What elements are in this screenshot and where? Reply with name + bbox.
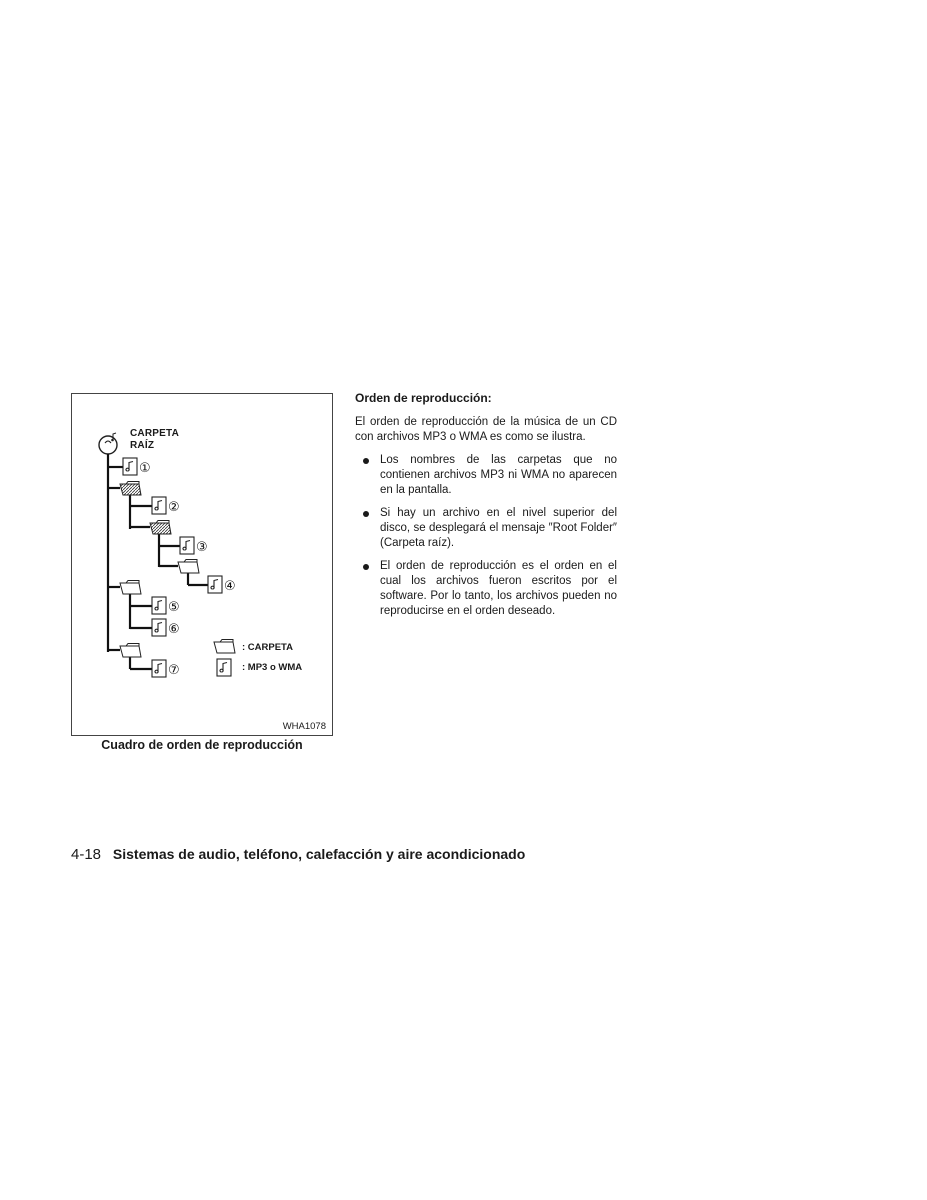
legend-music-file-icon <box>217 659 231 676</box>
order-marker: ④ <box>224 579 236 594</box>
order-marker: ② <box>168 500 180 515</box>
legend-folder-label: : CARPETA <box>242 642 294 653</box>
chapter-title: Sistemas de audio, teléfono, calefacción y aire acondicionado <box>112 846 526 862</box>
text-column <box>355 391 617 627</box>
folder-icon <box>178 560 199 574</box>
music-file-icon <box>152 660 166 677</box>
intro-paragraph: El orden de reproducción de la música de un CD con archivos MP3 o WMA es como se ilustra. <box>355 416 617 443</box>
playback-order-figure <box>71 393 333 736</box>
folder-icon <box>150 521 171 535</box>
list-item: El orden de reproducción es el orden en el cual los archivos fueron escritos por el software. Por lo tanto, los archivos pueden no reproducirse en el orden deseado. <box>355 559 617 619</box>
folder-icon <box>120 581 141 595</box>
music-file-icon <box>208 576 222 593</box>
root-folder-label: CARPETA RAÍZ <box>130 428 179 451</box>
order-marker: ③ <box>196 540 208 555</box>
music-file-icon <box>152 619 166 636</box>
music-file-icon <box>152 497 166 514</box>
legend-folder-icon <box>214 640 235 654</box>
list-item: Los nombres de las carpetas que no contienen archivos MP3 ni WMA no aparecen en la pantalla. <box>355 453 617 498</box>
figure-id: WHA1078 <box>282 721 326 732</box>
legend-file-label: : MP3 o WMA <box>242 662 303 673</box>
section-title: Orden de reproducción: <box>355 391 492 405</box>
folder-icon <box>120 644 141 658</box>
list-item: Si hay un archivo en el nivel superior del disco, se desplegará el mensaje ″Root Folder″ (Carpeta raíz). <box>355 506 617 551</box>
disc-icon <box>99 433 117 454</box>
order-marker: ① <box>139 461 151 476</box>
music-file-icon <box>152 597 166 614</box>
music-file-icon <box>180 537 194 554</box>
order-marker: ⑤ <box>168 600 180 615</box>
folder-icon <box>120 482 141 496</box>
order-marker: ⑦ <box>168 663 180 678</box>
bullet-list <box>355 453 617 619</box>
page-footer <box>71 846 525 863</box>
order-marker: ⑥ <box>168 622 180 637</box>
figure-caption: Cuadro de orden de reproducción <box>101 738 303 752</box>
folder-tree-diagram <box>72 394 334 737</box>
music-file-icon <box>123 458 137 475</box>
page-number: 4-18 <box>71 846 102 863</box>
